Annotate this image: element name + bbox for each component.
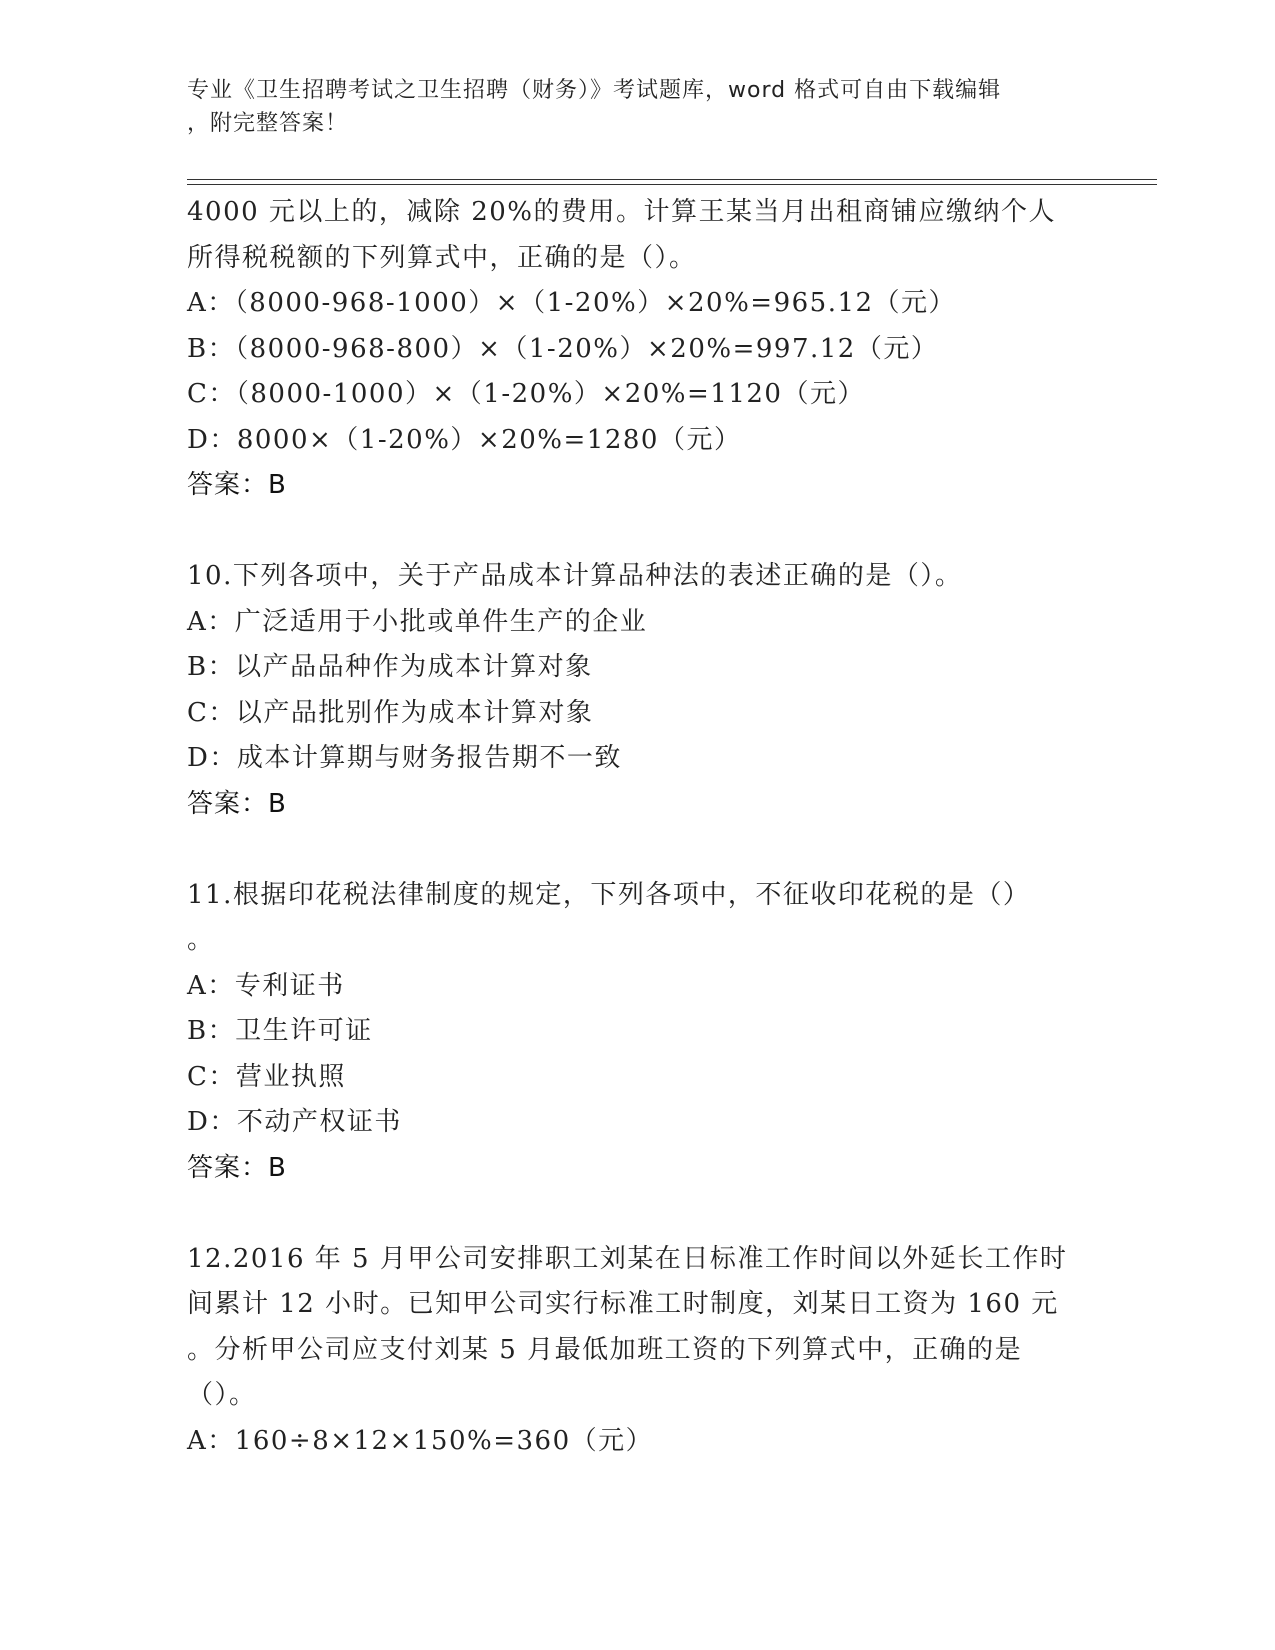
option-a: A：（8000-968-1000）×（1-20%）×20%=965.12（元） [187, 288, 957, 318]
option-d: D：成本计算期与财务报告期不一致 [187, 743, 622, 773]
spacer [187, 1191, 1087, 1237]
option-c: C：以产品批别作为成本计算对象 [187, 697, 594, 728]
question-12 [187, 1237, 1087, 1465]
document-header [187, 74, 1067, 140]
spacer [187, 827, 1087, 873]
option-d: D：不动产权证书 [187, 1107, 402, 1137]
option-a: A：160÷8×12×150%=360（元） [187, 1425, 654, 1456]
option-c: C：（8000-1000）×（1-20%）×20%=1120（元） [187, 379, 865, 409]
option-b: B：以产品品种作为成本计算对象 [187, 652, 593, 682]
question-text-line: 12.2016 年 5 月甲公司安排职工刘某在日标准工作时间以外延长工作时 [187, 1243, 1068, 1274]
option-c: C：营业执照 [187, 1061, 346, 1092]
question-9 [187, 190, 1087, 509]
question-10 [187, 554, 1087, 827]
option-b: B：（8000-968-800）×（1-20%）×20%=997.12（元） [187, 333, 939, 364]
answer-line: 答案：B [187, 1152, 287, 1183]
spacer [187, 509, 1087, 555]
question-text-line: 4000 元以上的，减除 20%的费用。计算王某当月出租商铺应缴纳个人 [187, 197, 1056, 227]
header-rule-top [187, 179, 1157, 180]
question-text-line: 所得税税额的下列算式中，正确的是（）。 [187, 242, 697, 273]
option-b: B：卫生许可证 [187, 1016, 373, 1046]
header-rule-bottom [187, 184, 1157, 185]
header-line-2: ，附完整答案！ [187, 111, 349, 136]
question-text-line: 。分析甲公司应支付刘某 5 月最低加班工资的下列算式中，正确的是 [187, 1334, 1023, 1365]
question-text-line: 10.下列各项中，关于产品成本计算品种法的表述正确的是（）。 [187, 561, 963, 591]
answer-line: 答案：B [187, 470, 287, 500]
option-d: D：8000×（1-20%）×20%=1280（元） [187, 424, 742, 455]
question-text-line: 。 [187, 925, 215, 955]
header-line-1: 专业《卫生招聘考试之卫生招聘（财务）》考试题库，word 格式可自由下载编辑 [187, 78, 1002, 103]
question-11 [187, 873, 1087, 1192]
question-text-line: 11.根据印花税法律制度的规定，下列各项中，不征收印花税的是（） [187, 879, 1031, 910]
answer-line: 答案：B [187, 788, 287, 819]
document-body [187, 190, 1087, 1464]
question-text-line: 间累计 12 小时。已知甲公司实行标准工时制度，刘某日工资为 160 元 [187, 1289, 1059, 1319]
question-text-line: （）。 [187, 1380, 257, 1410]
option-a: A：专利证书 [187, 970, 345, 1001]
option-a: A：广泛适用于小批或单件生产的企业 [187, 606, 648, 637]
